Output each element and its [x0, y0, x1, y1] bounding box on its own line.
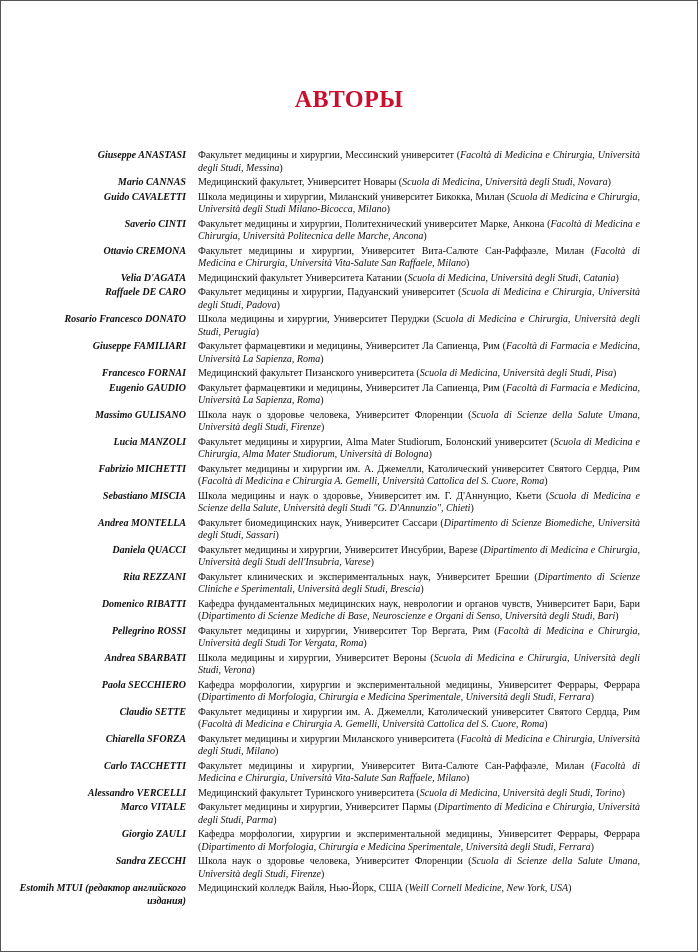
affiliation-russian: Факультет медицины и хирургии, Университет Тор Вергата, Рим (: [198, 625, 498, 637]
author-entry: [1, 273, 697, 286]
author-entry: [1, 572, 697, 597]
affiliation-italian: Dipartimento di Scienze Cliniche e Sperimentali, Università degli Studi, Brescia: [198, 571, 641, 595]
affiliation-close-paren: ): [590, 841, 595, 853]
affiliation-italian: Scuola di Scienze della Salute Umana, Università degli Studi, Firenze: [198, 856, 640, 880]
author-entry: [1, 856, 697, 881]
affiliation-russian: Факультет медицины и хирургии, Университет Инсубрии, Варезе (: [198, 544, 484, 556]
affiliation-close-paren: ): [621, 787, 625, 799]
affiliation-italian: Dipartimento di Morfologia, Chirurgia e Medicina Sperimentale, Università degli Studi, Ferrara: [201, 692, 591, 703]
affiliation-italian: Dipartimento di Morfologia, Chirurgia e Medicina Sperimentale, Università degli Studi, Ferrara: [201, 841, 591, 853]
author-entry: [1, 341, 697, 366]
affiliation-italian: Scuola di Medicina e Chirurgia, Università degli Studi, Padova: [198, 287, 640, 311]
affiliation-close-paren: ): [470, 503, 474, 514]
author-entry: [1, 545, 697, 570]
author-name: Andrea SBARBATI: [104, 652, 186, 664]
affiliation-italian: Scuola di Medicina e Scienze della Salute, Università degli Studi "G. D'Annunzio", Chieti: [198, 490, 640, 514]
affiliation-italian: Facoltà di Medicina e Chirurgia A. Gemelli, Università Cattolica del S. Cuore, Roma: [201, 719, 545, 730]
affiliation-close-paren: ): [428, 449, 432, 460]
affiliation-close-paren: ): [615, 611, 619, 622]
author-entry: [1, 177, 697, 190]
affiliation-italian: Scuola di Medicina, Università degli Studi, Torino: [419, 787, 622, 799]
affiliation-close-paren: ): [251, 665, 255, 676]
author-name: Francesco FORNAI: [101, 368, 186, 379]
affiliation-italian: Scuola di Medicina e Chirurgia, Università degli Studi Milano-Bicocca, Milano: [198, 191, 640, 215]
author-affiliation: [198, 150, 640, 175]
author-name: Marco VITALE: [120, 802, 186, 813]
affiliation-close-paren: ): [613, 368, 617, 379]
affiliation-close-paren: ): [544, 476, 548, 487]
affiliation-russian: Кафедра морфологии, хирургии и экспериментальной медицины, Университет Феррары, Феррара (: [198, 829, 640, 853]
author-name: Mario CANNAS: [117, 177, 186, 188]
page-title: АВТОРЫ: [294, 87, 404, 113]
affiliation-russian: Школа наук о здоровье человека, Университет Флоренции (: [198, 409, 472, 421]
author-name: Domenico RIBATTI: [101, 598, 186, 610]
author-entry: [1, 680, 697, 705]
author-entry: [1, 518, 697, 543]
author-entry: [1, 883, 697, 908]
affiliation-russian: Факультет клинических и экспериментальных наук, Университет Брешии (: [198, 571, 538, 583]
author-name: Eugenio GAUDIO: [109, 382, 186, 394]
affiliation-russian: Медицинский факультет Университета Катании (: [198, 272, 408, 284]
affiliation-italian: Dipartimento di Scienze Mediche di Base, Neuroscienze e Organi di Senso, Università degli Studi, Bari: [201, 611, 616, 622]
affiliation-italian: Facoltà di Farmacia e Medicina, Università La Sapienza, Roma: [198, 341, 640, 365]
affiliation-close-paren: ): [320, 395, 324, 406]
affiliation-italian: Scuola di Medicina, Università degli Studi, Catania: [407, 272, 616, 284]
author-entry: [1, 761, 697, 786]
affiliation-russian: Школа медицины и хирургии, Миланский университет Бикокка, Милан (: [198, 191, 511, 203]
affiliation-close-paren: ): [320, 422, 325, 433]
affiliation-italian: Facoltà di Medicina e Chirurgia, Università Vita-Salute San Raffaele, Milano: [198, 760, 640, 784]
author-affiliation: [198, 572, 640, 597]
affiliation-close-paren: ): [568, 883, 572, 894]
affiliation-italian: Scuola di Medicina e Chirurgia, Università degli Studi, Perugia: [198, 314, 640, 338]
affiliation-close-paren: ): [279, 162, 283, 174]
affiliation-russian: Школа медицины и хирургии, Университет Перуджи (: [198, 314, 437, 325]
author-name: Carlo TACCHETTI: [104, 760, 186, 772]
affiliation-italian: Scuola di Scienze della Salute Umana, Università degli Studi, Firenze: [198, 409, 640, 433]
author-entry: [1, 788, 697, 801]
author-affiliation: [198, 491, 640, 516]
affiliation-russian: Медицинский факультет, Университет Новары (: [198, 177, 403, 188]
affiliation-close-paren: ): [275, 530, 279, 541]
affiliation-italian: Facoltà di Medicina e Chirurgia, Università degli Studi, Messina: [198, 150, 640, 174]
author-name: Paola SECCHIERO: [101, 679, 186, 691]
affiliation-russian: Факультет медицины и хирургии, Университет Пармы (: [198, 802, 438, 813]
affiliation-close-paren: ): [255, 326, 260, 338]
author-entry: [1, 802, 697, 827]
affiliation-close-paren: ): [363, 638, 367, 649]
author-affiliation: [198, 246, 640, 271]
affiliation-close-paren: ): [544, 719, 548, 730]
author-name: Pellegrino ROSSI: [111, 625, 186, 637]
affiliation-italian: Facoltà di Medicina e Chirurgia, Università Vita-Salute San Raffaele, Milano: [198, 245, 640, 269]
affiliation-russian: Факультет медицины и хирургии, Университет Вита-Салюте Сан-Раффаэле, Милан (: [198, 760, 595, 772]
affiliation-russian: Факультет медицины и хирургии, Университет Вита-Салюте Сан-Раффаэле, Милан (: [198, 245, 595, 257]
affiliation-russian: Медицинский факультет Пизанского университета (: [198, 368, 420, 379]
affiliation-close-paren: ): [466, 258, 470, 269]
author-affiliation: [198, 383, 640, 408]
affiliation-close-paren: ): [590, 692, 595, 703]
author-name: Sebastiano MISCIA: [102, 490, 186, 502]
affiliation-italian: Facoltà di Medicina e Chirurgia, Università Politecnica delle Marche, Ancona: [198, 218, 640, 242]
affiliation-russian: Факультет медицины и хирургии, Alma Mater Studiorum, Болонский университет (: [198, 436, 554, 448]
affiliation-italian: Scuola di Medicina, Università degli Studi, Pisa: [419, 368, 614, 379]
affiliation-italian: Dipartimento di Medicina e Chirurgia, Università degli Studi, Parma: [198, 802, 640, 826]
author-entry: [1, 368, 697, 381]
author-affiliation: [198, 707, 640, 732]
author-affiliation: [198, 545, 640, 570]
author-affiliation: [198, 829, 640, 854]
author-affiliation: [198, 177, 640, 190]
affiliation-russian: Школа медицины и хирургии, Университет Вероны (: [198, 652, 434, 664]
author-name: Claudio SETTE: [119, 706, 186, 718]
affiliation-italian: Weill Cornell Medicine, New York, USA: [408, 883, 569, 894]
author-affiliation: [198, 192, 640, 217]
affiliation-close-paren: ): [276, 299, 280, 311]
affiliation-close-paren: ): [607, 177, 612, 188]
affiliation-russian: Факультет биомедицинских наук, Университет Сассари (: [198, 517, 444, 529]
author-affiliation: [198, 734, 640, 759]
author-affiliation: [198, 368, 640, 381]
author-affiliation: [198, 856, 640, 881]
author-affiliation: [198, 802, 640, 827]
affiliation-italian: Dipartimento di Scienze Biomediche, Università degli Studi, Sassari: [198, 517, 640, 541]
author-entry: [1, 383, 697, 408]
affiliation-close-paren: ): [320, 353, 324, 365]
affiliation-russian: Кафедра морфологии, хирургии и экспериментальной медицины, Университет Феррары, Феррара (: [198, 679, 640, 703]
affiliation-russian: Факультет медицины и хирургии, Политехнический университет Марке, Анкона (: [198, 218, 551, 230]
author-affiliation: [198, 273, 640, 286]
affiliation-russian: Факультет медицины и хирургии, Падуанский университет (: [198, 287, 462, 298]
author-affiliation: [198, 341, 640, 366]
author-name: Massimo GULISANO: [95, 409, 186, 421]
author-entry: [1, 707, 697, 732]
author-name: Raffaele DE CARO: [105, 287, 186, 298]
affiliation-close-paren: ): [615, 272, 619, 284]
author-entry: [1, 150, 697, 175]
affiliation-russian: Кафедра фундаментальных медицинских наук, неврологии и органов чувств, Университет Бари, Бари (: [198, 598, 640, 622]
author-affiliation: [198, 761, 640, 786]
author-entry: [1, 653, 697, 678]
affiliation-russian: Факультет медицины и хирургии, Мессинский университет (: [198, 150, 461, 161]
author-entry: [1, 410, 697, 435]
author-entry: [1, 626, 697, 651]
author-name: Fabrizio MICHETTI: [98, 463, 186, 475]
author-affiliation: [198, 219, 640, 244]
affiliation-close-paren: ): [273, 814, 277, 826]
affiliation-close-paren: ): [423, 231, 427, 242]
affiliation-close-paren: ): [420, 584, 424, 595]
affiliation-russian: Школа медицины и наук о здоровье, Университет им. Г. Д'Аннунцио, Кьети (: [198, 490, 550, 502]
affiliation-russian: Факультет фармацевтики и медицины, Университет Ла Сапиенца, Рим (: [198, 341, 506, 352]
affiliation-russian: Факультет медицины и хирургии им. А. Джемелли, Католический университет Святого Сердца, Рим (: [198, 706, 640, 730]
author-entry: [1, 287, 697, 312]
affiliation-italian: Facoltà di Medicina e Chirurgia A. Gemelli, Università Cattolica del S. Cuore, Roma: [201, 476, 545, 487]
affiliation-close-paren: ): [274, 746, 279, 757]
author-name: Giuseppe ANASTASI: [97, 150, 186, 161]
author-entry: [1, 219, 697, 244]
affiliation-close-paren: ): [320, 868, 325, 880]
author-affiliation: [198, 788, 640, 801]
author-entry: [1, 246, 697, 271]
author-name: Velia D'AGATA: [120, 272, 186, 284]
author-name: Guido CAVALETTI: [103, 191, 186, 203]
affiliation-close-paren: ): [370, 557, 374, 568]
author-list: [1, 150, 697, 910]
author-affiliation: [198, 410, 640, 435]
affiliation-russian: Факультет медицины и хирургии им. А. Джемелли, Католический университет Святого Сердца, Рим (: [198, 463, 640, 487]
author-affiliation: [198, 464, 640, 489]
author-name: Lucia MANZOLI: [113, 436, 186, 448]
author-entry: [1, 437, 697, 462]
affiliation-russian: Факультет медицины и хирургии Миланского университета (: [198, 733, 461, 745]
author-name: Saverio CINTI: [124, 218, 186, 230]
author-affiliation: [198, 653, 640, 678]
author-entry: [1, 464, 697, 489]
author-affiliation: [198, 599, 640, 624]
author-affiliation: [198, 518, 640, 543]
author-name: Giuseppe FAMILIARI: [92, 341, 186, 352]
author-affiliation: [198, 314, 640, 339]
affiliation-russian: Факультет фармацевтики и медицины, Университет Ла Сапиенца, Рим (: [198, 382, 506, 394]
author-entry: [1, 314, 697, 339]
author-name: Andrea MONTELLA: [97, 517, 186, 529]
affiliation-italian: Dipartimento di Medicina e Chirurgia, Università degli Studi dell'Insubria, Varese: [198, 544, 640, 568]
author-name: Sandra ZECCHI: [115, 856, 186, 867]
affiliation-italian: Facoltà di Farmacia e Medicina, Università La Sapienza, Roma: [198, 382, 640, 406]
author-entry: [1, 491, 697, 516]
author-entry: [1, 599, 697, 624]
affiliation-italian: Scuola di Medicina, Università degli Studi, Novara: [402, 177, 608, 188]
affiliation-italian: Scuola di Medicina e Chirurgia, Università degli Studi, Verona: [198, 652, 640, 676]
author-name: Giorgio ZAULI: [121, 829, 186, 840]
affiliation-italian: Facoltà di Medicina e Chirurgia, Università degli Studi Tor Vergata, Roma: [198, 625, 640, 649]
author-name: Estomih MTUI (редактор английского издания): [19, 883, 186, 907]
affiliation-russian: Школа наук о здоровье человека, Университет Флоренции (: [198, 856, 472, 867]
author-entry: [1, 734, 697, 759]
affiliation-close-paren: ): [386, 204, 390, 215]
author-entry: [1, 192, 697, 217]
affiliation-russian: Медицинский факультет Туринского университета (: [198, 787, 420, 799]
author-name: Ottavio CREMONA: [103, 245, 186, 257]
author-name: Daniela QUACCI: [112, 544, 186, 556]
author-name: Chiarella SFORZA: [105, 733, 186, 745]
author-name: Rita REZZANI: [122, 571, 186, 583]
author-entry: [1, 829, 697, 854]
author-name: Alessandro VERCELLI: [87, 787, 186, 799]
affiliation-close-paren: ): [466, 773, 470, 784]
author-name: Rosario Francesco DONATO: [64, 314, 186, 325]
author-affiliation: [198, 680, 640, 705]
author-affiliation: [198, 437, 640, 462]
author-affiliation: [198, 287, 640, 312]
author-affiliation: [198, 883, 640, 908]
affiliation-italian: Scuola di Medicina e Chirurgia, Alma Mater Studiorum, Università di Bologna: [198, 436, 640, 460]
affiliation-italian: Facoltà di Medicina e Chirurgia, Università degli Studi, Milano: [198, 733, 640, 757]
author-affiliation: [198, 626, 640, 651]
affiliation-russian: Медицинский колледж Вайля, Нью-Йорк, США (: [198, 883, 409, 894]
